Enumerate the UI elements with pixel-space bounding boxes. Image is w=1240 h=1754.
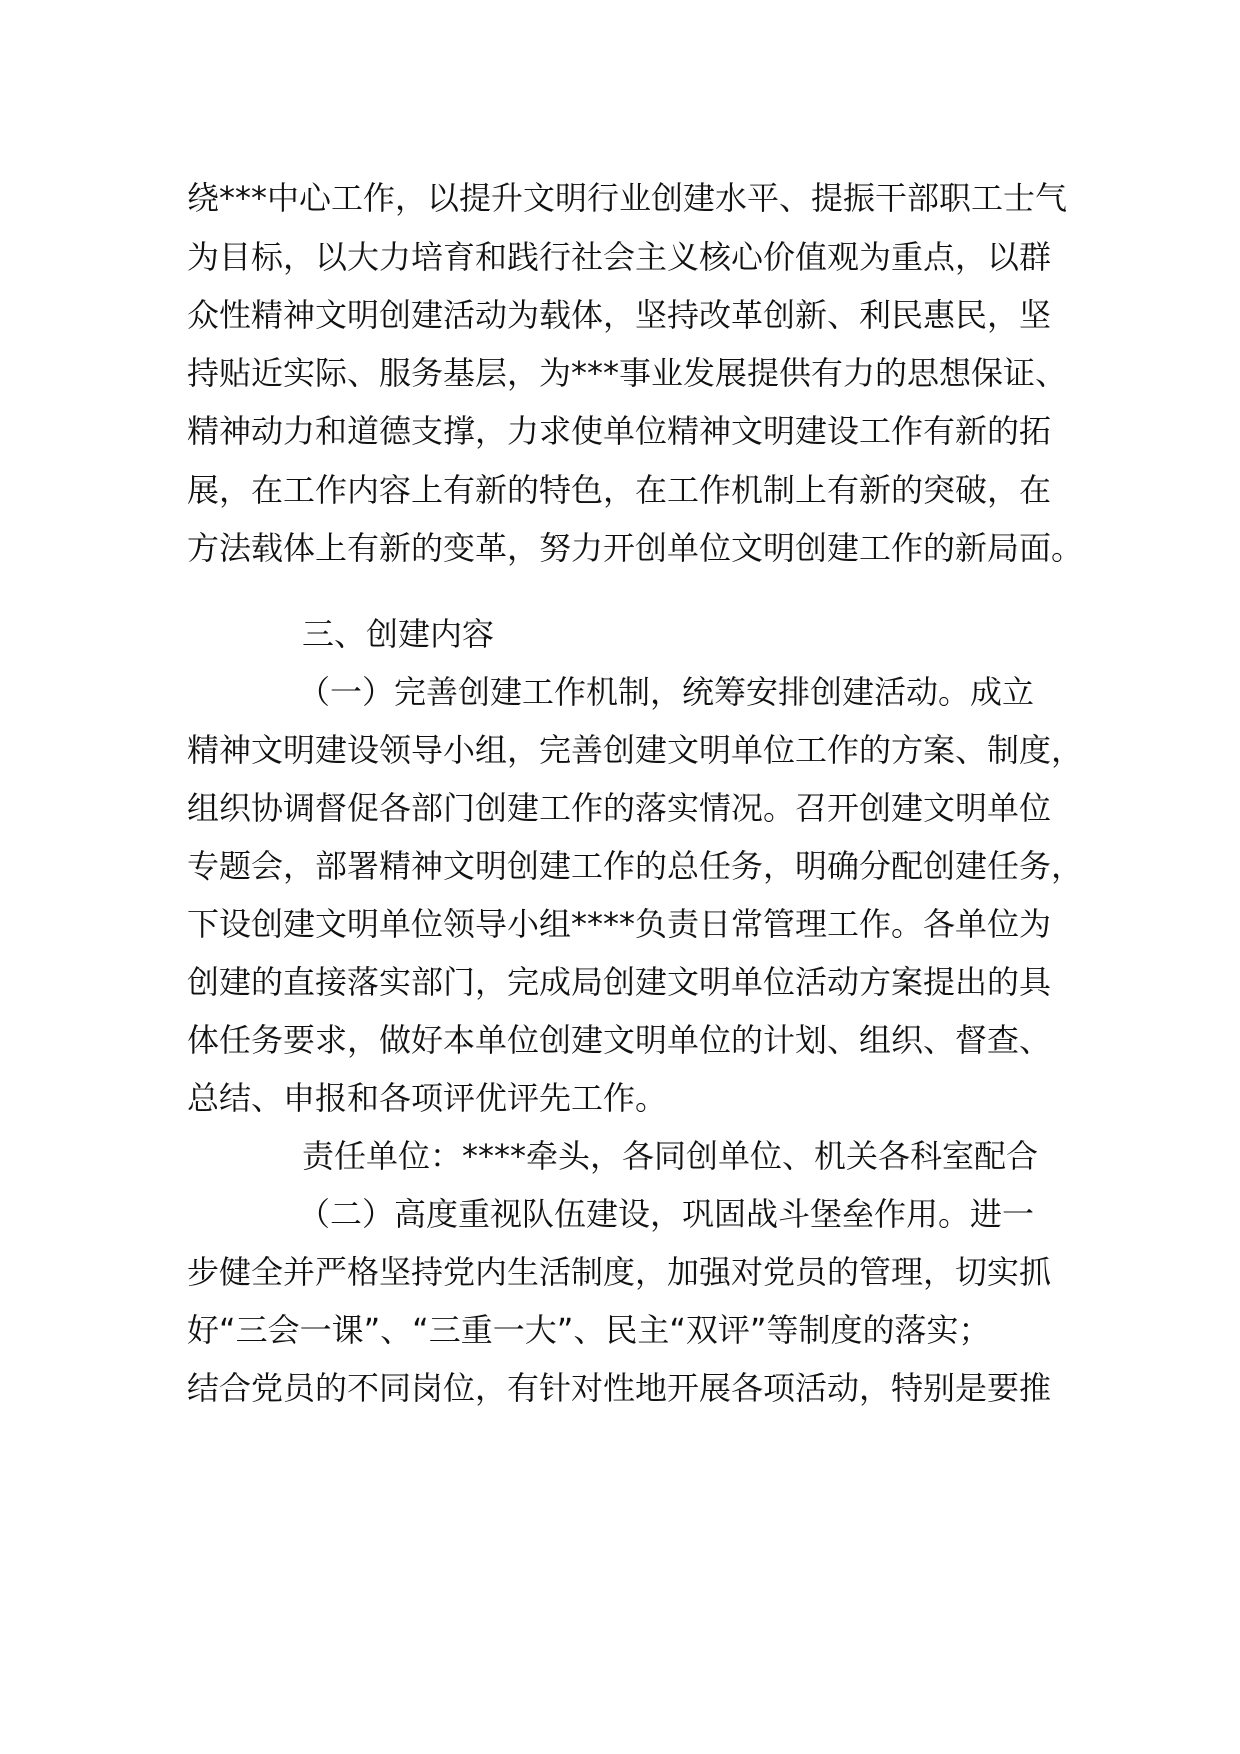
paragraph-line: 下设创建文明单位领导小组****负责日常管理工作。各单位为: [187, 905, 1052, 943]
paragraph-line: 总结、申报和各项评优评先工作。: [187, 1079, 668, 1117]
subsection-heading-line: （一）完善创建工作机制，统筹安排创建活动。成立: [298, 673, 1035, 711]
paragraph-line: 展，在工作内容上有新的特色，在工作机制上有新的突破，在: [187, 471, 1052, 509]
subsection-heading-line: （二）高度重视队伍建设，巩固战斗堡垒作用。进一: [298, 1195, 1035, 1233]
section-heading: 三、创建内容: [302, 615, 495, 653]
paragraph-line: 组织协调督促各部门创建工作的落实情况。召开创建文明单位: [187, 789, 1052, 827]
paragraph-line: 步健全并严格坚持党内生活制度，加强对党员的管理，切实抓: [187, 1253, 1052, 1291]
paragraph-line: 方法载体上有新的变革，努力开创单位文明创建工作的新局面。: [187, 529, 1084, 567]
paragraph-line: 绕***中心工作，以提升文明行业创建水平、提振干部职工士气: [187, 179, 1068, 217]
paragraph-line: 好“三会一课”、“三重一大”、民主“双评”等制度的落实；: [187, 1311, 991, 1349]
paragraph-line: 创建的直接落实部门，完成局创建文明单位活动方案提出的具: [187, 963, 1052, 1001]
paragraph-line: 精神动力和道德支撑，力求使单位精神文明建设工作有新的拓: [187, 412, 1052, 450]
paragraph-line: 精神文明建设领导小组，完善创建文明单位工作的方案、制度，: [187, 731, 1084, 769]
paragraph-line: 为目标，以大力培育和践行社会主义核心价值观为重点，以群: [187, 238, 1052, 276]
paragraph-line: 众性精神文明创建活动为载体，坚持改革创新、利民惠民，坚: [187, 296, 1052, 334]
paragraph-line: 持贴近实际、服务基层，为***事业发展提供有力的思想保证、: [187, 354, 1068, 392]
paragraph-line: 体任务要求，做好本单位创建文明单位的计划、组织、督查、: [187, 1021, 1052, 1059]
paragraph-line: 专题会，部署精神文明创建工作的总任务，明确分配创建任务，: [187, 847, 1084, 885]
responsibility-line: 责任单位：****牵头，各同创单位、机关各科室配合: [302, 1137, 1039, 1175]
paragraph-line: 结合党员的不同岗位，有针对性地开展各项活动，特别是要推: [187, 1369, 1052, 1407]
